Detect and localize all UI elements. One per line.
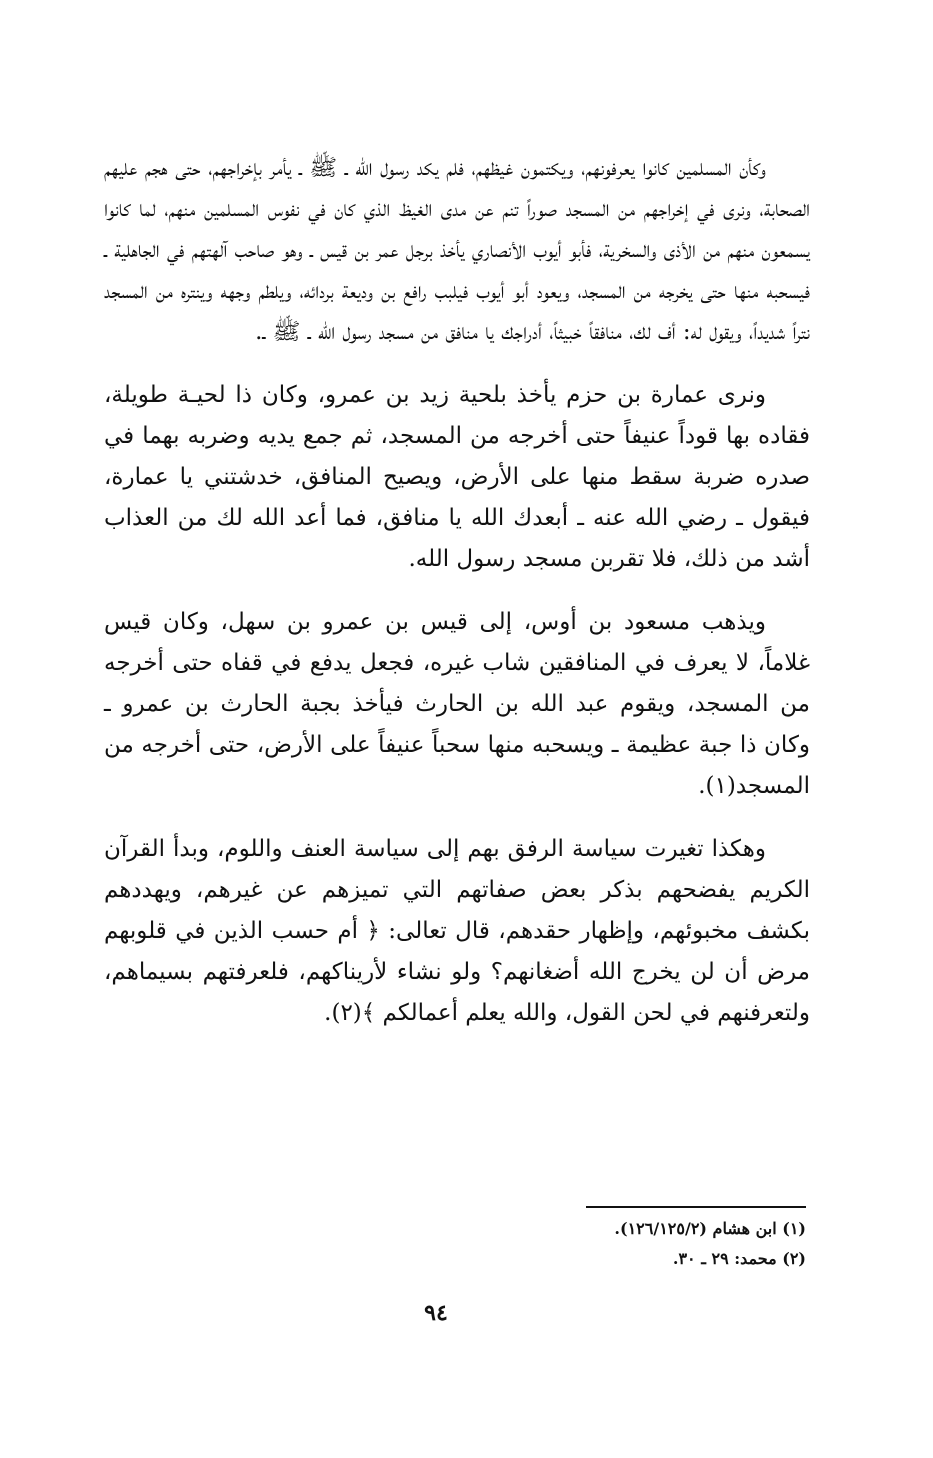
footnotes xyxy=(430,1214,806,1274)
footnote-divider xyxy=(586,1206,806,1208)
footnote-1: (١) ابن هشام (١٢٦/١٢٥/٢). xyxy=(614,1219,806,1238)
paragraph-4: وهكذا تغيرت سياسة الرفق بهم إلى سياسة العنف واللوم، وبدأ القرآن الكريم يفضحهم بذكر بعض صفاتهم التي تميزهم عن غيرهم، ويهددهم بكشف مخبوئهم، وإظهار حقدهم، قال تعالى: ﴿ أم حسب الذين في قلوبهم مرض أن لن يخرج الله أضغانهم؟ ولو نشاء لأريناكهم، فلعرفتهم بسيماهم، ولتعرفنهم في لحن القول، والله يعلم أعمالكم ﴾(٢). xyxy=(104,836,810,1026)
main-text xyxy=(104,148,810,1056)
footnote-2: (٢) محمد: ٢٩ ـ ٣٠. xyxy=(672,1249,806,1268)
page-number: ٩٤ xyxy=(424,1300,448,1326)
paragraph-3: ويذهب مسعود بن أوس، إلى قيس بن عمرو بن سهل، وكان قيس غلاماً، لا يعرف في المنافقين شاب غيره، فجعل يدفع في قفاه حتى أخرجه من المسجد، ويقوم عبد الله بن الحارث فيأخذ بجبة الحارث بن عمرو ـ وكان ذا جبة عظيمة ـ ويسحبه منها سحباً عنيفاً على الأرض، حتى أخرجه من المسجد(١). xyxy=(104,609,810,799)
paragraph-2: ونرى عمارة بن حزم يأخذ بلحية زيد بن عمرو، وكان ذا لحيـة طويلة، فقاده بها قوداً عنيفاً حتى أخرجه من المسجد، ثم جمع يديه وضربه بهما في صدره ضربة سقط منها على الأرض، ويصيح المنافق، خدشتني يا عمارة، فيقول ـ رضي الله عنه ـ أبعدك الله يا منافق، فما أعد الله لك من العذاب أشد من ذلك، فلا تقربن مسجد رسول الله. xyxy=(104,382,810,572)
paragraph-1: وكأن المسلمين كانوا يعرفونهم، ويكتمون غيظهم، فلم يكد رسول الله ـ ﷺ ـ يأمر بإخراجهم، حتى هجم عليهم الصحابة، ونرى في إخراجهم من المسجد صوراً تنم عن مدى الغيظ الذي كان في نفوس المسلمين منهم، لما كانوا يسمعون منهم من الأذى والسخرية، فأبو أيوب الأنصاري يأخذ برجل عمر بن قيس ـ وهو صاحب آلهتهم في الجاهلية ـ فيسحبه منها حتى يخرجه من المسجد، ويعود أبو أيوب فيلبب رافع بن وديعة بردائه، ويلطم وجهه وينتره من المسجد نتراً شديداً، ويقول له: أف لك، منافقاً خبيثاً، أدراجك يا منافق من مسجد رسول الله ـ ﷺ ـ. xyxy=(104,155,810,345)
